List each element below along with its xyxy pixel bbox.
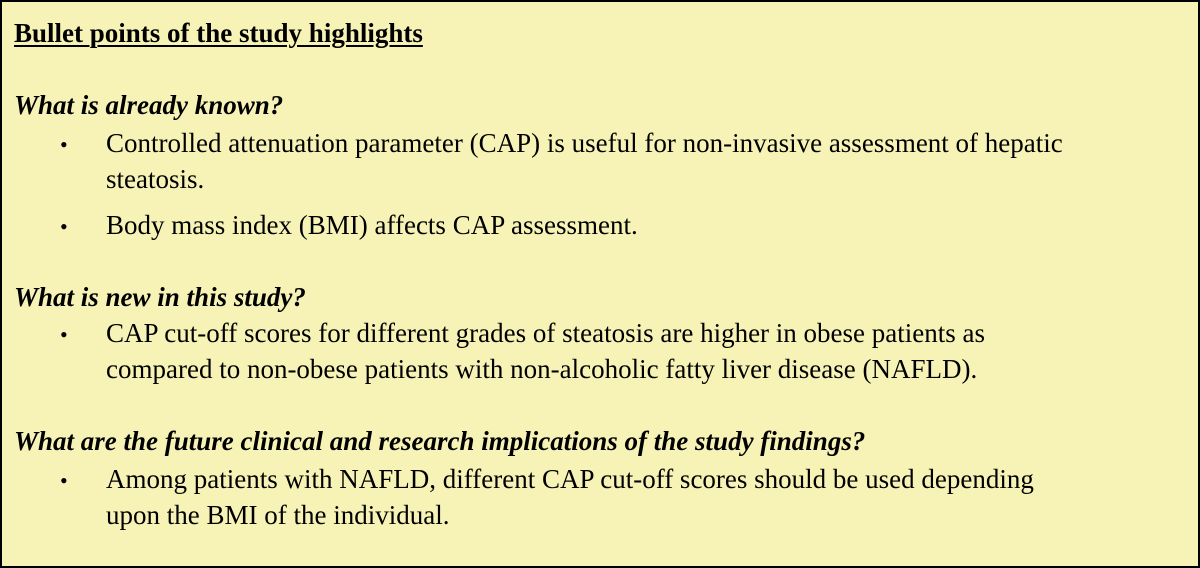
section-heading-new-in-study: What is new in this study? [14,282,306,312]
bullet-icon: • [60,468,68,493]
list-item-line: compared to non-obese patients with non-alcoholic fatty liver disease (NAFLD). [106,354,978,384]
list-item-line: steatosis. [106,164,205,194]
list-item-line: Body mass index (BMI) affects CAP assessment. [106,210,638,240]
section-heading-future-implications: What are the future clinical and research implications of the study findings? [14,426,866,456]
list-item-line: Among patients with NAFLD, different CAP cut-off scores should be used depending [106,464,1034,494]
bullet-icon: • [60,214,68,239]
section-heading-already-known: What is already known? [14,90,284,120]
bullet-icon: • [60,132,68,157]
list-item-line: upon the BMI of the individual. [106,500,450,530]
list-item-line: CAP cut-off scores for different grades of steatosis are higher in obese patients as [106,318,985,348]
bullet-icon: • [60,322,68,347]
list-item-line: Controlled attenuation parameter (CAP) is useful for non-invasive assessment of hepatic [106,128,1063,158]
highlights-title: Bullet points of the study highlights [14,18,423,48]
